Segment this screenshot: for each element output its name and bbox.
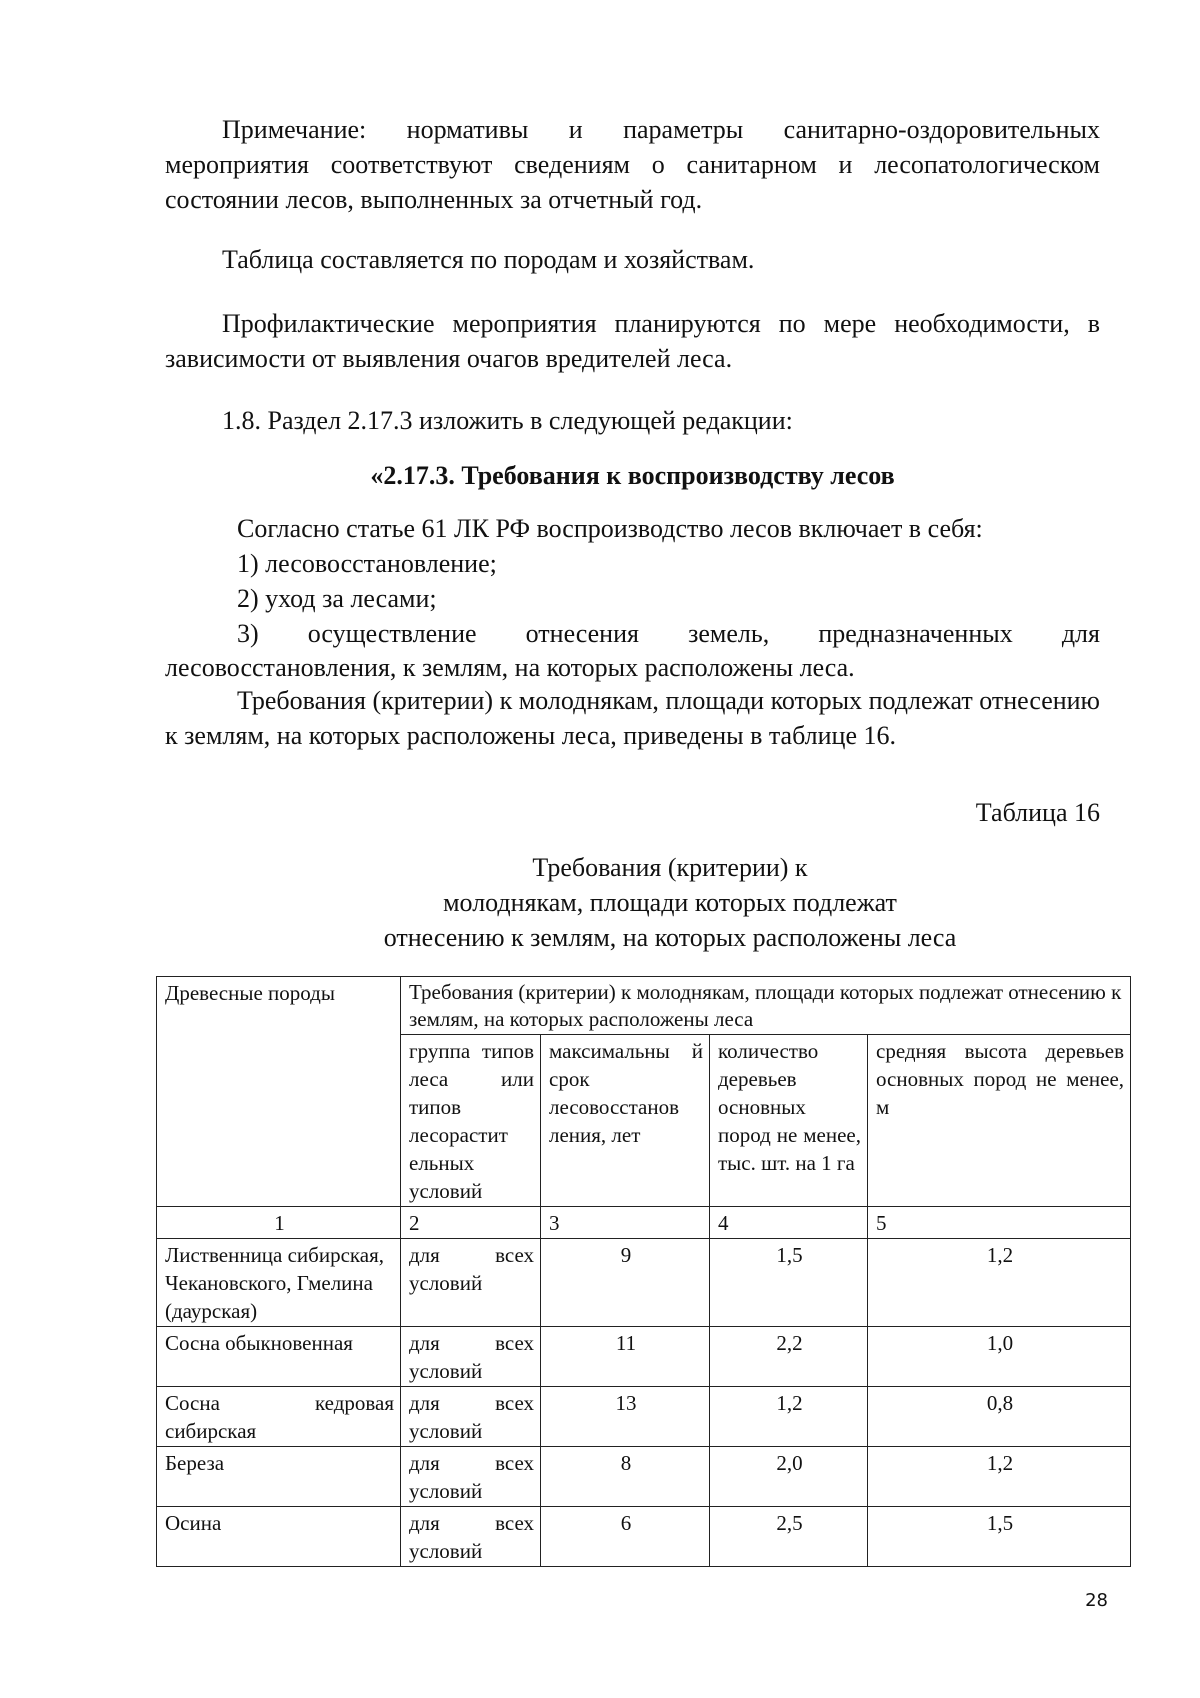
species-cell: Лиственница сибирская, Чекановского, Гмелина (даурская) <box>157 1239 401 1327</box>
period-cell: 13 <box>541 1387 710 1447</box>
height-cell: 1,2 <box>868 1447 1131 1507</box>
group-cell: для всех условий <box>401 1507 541 1567</box>
header-species-cell: Древесные породы <box>157 977 401 1207</box>
list-item-1: 1) лесовосстановление; <box>237 549 497 578</box>
count-cell: 2,0 <box>710 1447 868 1507</box>
period-cell: 9 <box>541 1239 710 1327</box>
table-row <box>157 1447 1131 1507</box>
requirements-table <box>156 976 1131 1567</box>
table-composed-paragraph: Таблица составляется по породам и хозяйствам. <box>222 245 755 274</box>
height-cell: 1,5 <box>868 1507 1131 1567</box>
group-cell: для всех условий <box>401 1239 541 1327</box>
column-number: 5 <box>868 1207 1131 1239</box>
table-row <box>157 1239 1131 1327</box>
count-cell: 1,2 <box>710 1387 868 1447</box>
page-number: 28 <box>1085 1590 1108 1611</box>
according-paragraph: Согласно статье 61 ЛК РФ воспроизводство лесов включает в себя: <box>237 514 983 543</box>
species-cell: Береза <box>157 1447 401 1507</box>
subheader-forest-group: группа типов леса или типов лесорастит ельных условий <box>401 1035 541 1207</box>
note-paragraph: Примечание: нормативы и параметры санитарно-оздоровительных мероприятия соответствуют сведениям о санитарном и лесопатологическом состоянии лесов, выполненных за отчетный год. <box>165 115 1100 214</box>
group-cell: для всех условий <box>401 1447 541 1507</box>
table-row <box>157 1327 1131 1387</box>
list-item-3-line-2: лесовосстановления, к землям, на которых расположены леса. <box>165 653 855 682</box>
table-title-line-3: отнесению к землям, на которых расположены леса <box>383 923 957 952</box>
header-requirements-cell: Требования (критерии) к молоднякам, площади которых подлежат отнесению к землям, на которых расположены леса <box>401 977 1131 1035</box>
subheader-avg-height: средняя высота деревьев основных пород не менее, м <box>868 1035 1131 1207</box>
count-cell: 2,5 <box>710 1507 868 1567</box>
count-cell: 1,5 <box>710 1239 868 1327</box>
subheader-tree-count: количество деревьев основных пород не менее, тыс. шт. на 1 га <box>710 1035 868 1207</box>
height-cell: 1,0 <box>868 1327 1131 1387</box>
species-cell: Осина <box>157 1507 401 1567</box>
table-row <box>157 1387 1131 1447</box>
section-change-paragraph: 1.8. Раздел 2.17.3 изложить в следующей редакции: <box>222 406 793 435</box>
table-row <box>157 1507 1131 1567</box>
period-cell: 11 <box>541 1327 710 1387</box>
list-item-2: 2) уход за лесами; <box>237 584 437 613</box>
group-cell: для всех условий <box>401 1387 541 1447</box>
column-number: 2 <box>401 1207 541 1239</box>
table-title-line-2: молоднякам, площади которых подлежат <box>443 888 897 917</box>
table-header-row <box>157 977 1131 1035</box>
count-cell: 2,2 <box>710 1327 868 1387</box>
species-cell: Сосна кедровая сибирская <box>157 1387 401 1447</box>
group-cell: для всех условий <box>401 1327 541 1387</box>
prophylactic-paragraph: Профилактические мероприятия планируются по мере необходимости, в зависимости от выявления очагов вредителей леса. <box>165 309 1100 373</box>
species-cell: Сосна обыкновенная <box>157 1327 401 1387</box>
column-number: 3 <box>541 1207 710 1239</box>
column-numbers-row <box>157 1207 1131 1239</box>
column-number: 1 <box>157 1207 401 1239</box>
table-title-line-1: Требования (критерии) к <box>532 853 808 882</box>
section-heading: «2.17.3. Требования к воспроизводству лесов <box>370 461 895 490</box>
period-cell: 8 <box>541 1447 710 1507</box>
list-item-3-line-1: 3) осуществление отнесения земель, предназначенных для <box>237 619 1100 648</box>
column-number: 4 <box>710 1207 868 1239</box>
height-cell: 0,8 <box>868 1387 1131 1447</box>
table-label: Таблица 16 <box>975 798 1100 827</box>
period-cell: 6 <box>541 1507 710 1567</box>
height-cell: 1,2 <box>868 1239 1131 1327</box>
requirements-paragraph: Требования (критерии) к молоднякам, площади которых подлежат отнесению к землям, на которых расположены леса, приведены в таблице 16. <box>165 686 1100 750</box>
subheader-max-period: максимальны й срок лесовосстанов ления, лет <box>541 1035 710 1207</box>
